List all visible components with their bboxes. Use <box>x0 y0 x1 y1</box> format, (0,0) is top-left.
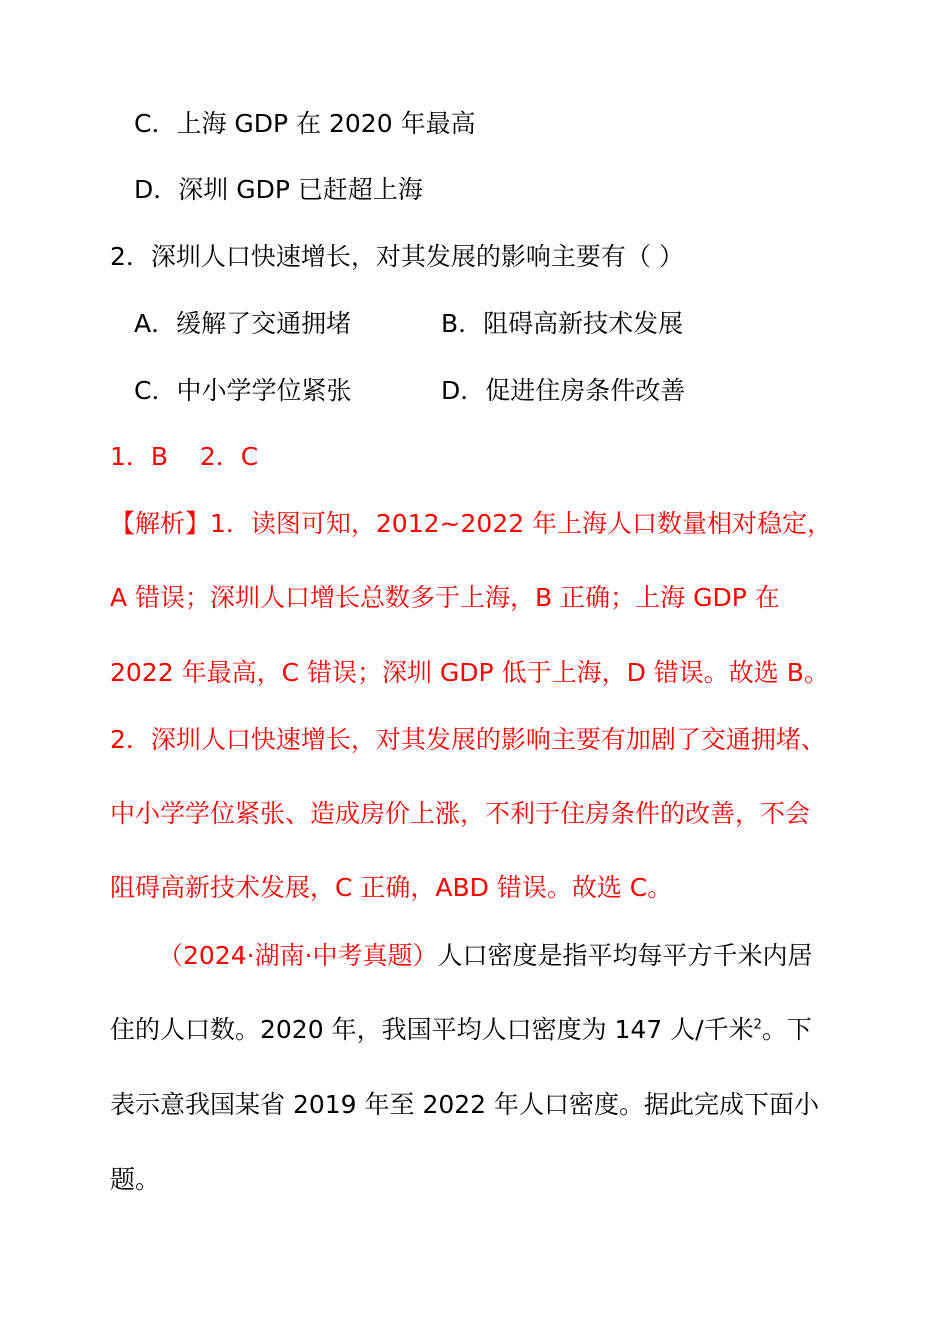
superscript: 2 <box>753 1017 762 1033</box>
option-c: C．中小学学位紧张 <box>134 376 352 405</box>
option-d: D．促进住房条件改善 <box>441 376 686 405</box>
question-text: 。下 <box>761 1015 812 1044</box>
answer-key: 1．B 2．C <box>110 442 259 471</box>
analysis-line: A 错误；深圳人口增长总数多于上海，B 正确；上海 GDP 在 <box>110 583 780 612</box>
prev-option-c: C．上海 GDP 在 2020 年最高 <box>134 109 476 138</box>
option-a: A．缓解了交通拥堵 <box>134 309 352 338</box>
analysis-line: 2．深圳人口快速增长，对其发展的影响主要有加剧了交通拥堵、 <box>110 725 826 754</box>
analysis-line: 阻碍高新技术发展，C 正确，ABD 错误。故选 C。 <box>110 873 673 902</box>
analysis-line: 【解析】1．读图可知，2012~2022 年上海人口数量相对稳定， <box>110 509 833 538</box>
question-source: （2024·湖南·中考真题） <box>158 941 438 970</box>
next-question-line: 表示意我国某省 2019 年至 2022 年人口密度。据此完成下面小 <box>110 1090 820 1119</box>
prev-option-d: D．深圳 GDP 已赶超上海 <box>134 175 423 204</box>
question-text: 人口密度是指平均每平方千米内居 <box>437 941 813 970</box>
next-question-line <box>110 1013 812 1047</box>
next-question-line: 题。 <box>110 1165 161 1194</box>
question-text: 住的人口数。2020 年，我国平均人口密度为 147 人/千米 <box>110 1015 754 1044</box>
next-question-line <box>158 939 813 973</box>
analysis-line: 中小学学位紧张、造成房价上涨，不利于住房条件的改善，不会 <box>110 799 811 828</box>
option-b: B．阻碍高新技术发展 <box>441 309 684 338</box>
question-2-stem: 2．深圳人口快速增长，对其发展的影响主要有（ ） <box>110 242 684 271</box>
analysis-line: 2022 年最高，C 错误；深圳 GDP 低于上海，D 错误。故选 B。 <box>110 658 829 687</box>
